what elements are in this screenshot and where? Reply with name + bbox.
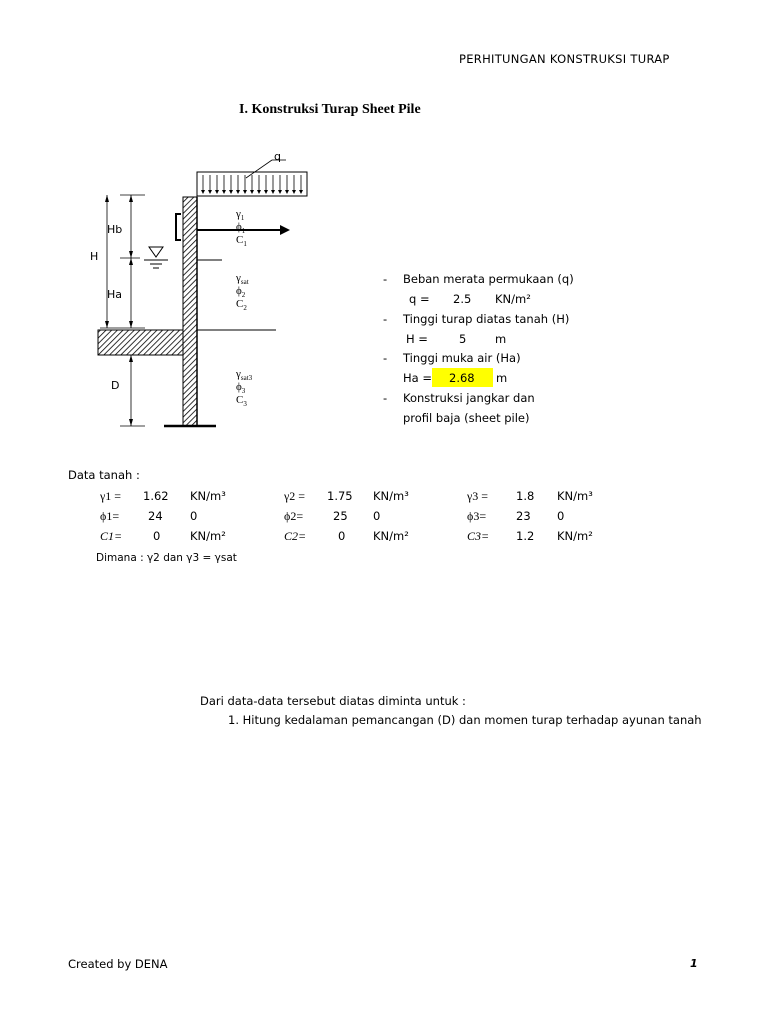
c3-value: 1.2 bbox=[516, 529, 535, 543]
load-arrows bbox=[203, 175, 301, 192]
ha-value: 2.68 bbox=[449, 371, 475, 385]
q-label: q = bbox=[409, 292, 430, 306]
c2-value: 0 bbox=[338, 529, 346, 543]
anchor-arrowhead bbox=[280, 225, 290, 235]
q-unit: KN/m² bbox=[495, 292, 531, 306]
gamma3-value: 1.8 bbox=[516, 489, 535, 503]
phi2-value: 25 bbox=[333, 509, 348, 523]
list-dash: - bbox=[383, 312, 388, 326]
gamma3-label: γ3 = bbox=[467, 489, 489, 503]
phi3-label: ϕ3= bbox=[467, 509, 487, 523]
c1-value: 0 bbox=[153, 529, 161, 543]
gamma2-label: γ2 = bbox=[284, 489, 306, 503]
load-description: Beban merata permukaan (q) bbox=[403, 272, 574, 286]
height-description: Tinggi turap diatas tanah (H) bbox=[403, 312, 570, 326]
h-value-label: H = bbox=[406, 332, 428, 346]
load-q-label: q bbox=[274, 150, 281, 163]
list-dash: - bbox=[383, 391, 388, 405]
c3-label: C3= bbox=[467, 529, 490, 543]
d-label: D bbox=[111, 379, 120, 392]
list-dash: - bbox=[383, 272, 388, 286]
soil-data-title: Data tanah : bbox=[68, 468, 140, 482]
page-number: 1 bbox=[690, 957, 698, 970]
layer2-gamma: $\gamma_{sat}$ bbox=[236, 272, 249, 287]
phi2-unit: 0 bbox=[373, 509, 381, 523]
ha-unit: m bbox=[496, 371, 508, 385]
phi3-unit: 0 bbox=[557, 509, 565, 523]
soil-note: Dimana : γ2 dan γ3 = γsat bbox=[96, 552, 237, 564]
water-height-description: Tinggi muka air (Ha) bbox=[403, 351, 521, 365]
anchor-plate bbox=[176, 214, 181, 240]
hb-label: Hb bbox=[107, 223, 123, 236]
c2-unit: KN/m² bbox=[373, 529, 409, 543]
request-item-1-clipped: 1. Hitung kedalaman pemancangan (D) dan momen turap terhadap ayunan tanah bbox=[228, 713, 702, 727]
h-unit: m bbox=[495, 332, 507, 346]
layer1-phi: $\phi_1$ bbox=[236, 221, 246, 236]
layer3-phi: $\phi_3$ bbox=[236, 381, 246, 396]
section-title: I. Konstruksi Turap Sheet Pile bbox=[239, 102, 421, 117]
gamma3-unit: KN/m³ bbox=[557, 489, 593, 503]
c1-label: C1= bbox=[100, 529, 123, 543]
layer3-gamma: $\gamma_{sat3}$ bbox=[236, 368, 253, 383]
load-arrowheads bbox=[201, 190, 303, 194]
excavation-soil bbox=[98, 330, 183, 355]
request-intro: Dari data-data tersebut diatas diminta untuk : bbox=[200, 694, 466, 708]
gamma2-unit: KN/m³ bbox=[373, 489, 409, 503]
phi2-label: ϕ2= bbox=[284, 509, 304, 523]
h-value: 5 bbox=[459, 332, 467, 346]
list-dash: - bbox=[383, 351, 388, 365]
ha-value-label: Ha = bbox=[403, 371, 432, 385]
gamma1-label: γ1 = bbox=[100, 489, 122, 503]
layer1-cohesion: $C_1$ bbox=[236, 234, 247, 249]
phi1-value: 24 bbox=[148, 509, 163, 523]
layer3-cohesion: $C_3$ bbox=[236, 394, 247, 409]
water-table-icon bbox=[149, 247, 163, 257]
gamma1-value: 1.62 bbox=[143, 489, 169, 503]
phi3-value: 23 bbox=[516, 509, 531, 523]
anchor-description-2: profil baja (sheet pile) bbox=[403, 411, 530, 425]
gamma2-value: 1.75 bbox=[327, 489, 353, 503]
c3-unit: KN/m² bbox=[557, 529, 593, 543]
h-label: H bbox=[90, 250, 99, 263]
layer2-phi: $\phi_2$ bbox=[236, 285, 246, 300]
layer1-gamma: $\gamma_1$ bbox=[236, 208, 245, 223]
page-header: PERHITUNGAN KONSTRUKSI TURAP bbox=[459, 52, 670, 66]
q-value: 2.5 bbox=[453, 292, 472, 306]
phi1-label: ϕ1= bbox=[100, 509, 120, 523]
anchor-description-1: Konstruksi jangkar dan bbox=[403, 391, 535, 405]
c1-unit: KN/m² bbox=[190, 529, 226, 543]
layer2-cohesion: $C_2$ bbox=[236, 298, 247, 313]
c2-label: C2= bbox=[284, 529, 307, 543]
sheet-pile bbox=[183, 197, 197, 426]
phi1-unit: 0 bbox=[190, 509, 198, 523]
footer-author: Created by DENA bbox=[68, 957, 168, 971]
ha-label: Ha bbox=[107, 288, 123, 301]
gamma1-unit: KN/m³ bbox=[190, 489, 226, 503]
